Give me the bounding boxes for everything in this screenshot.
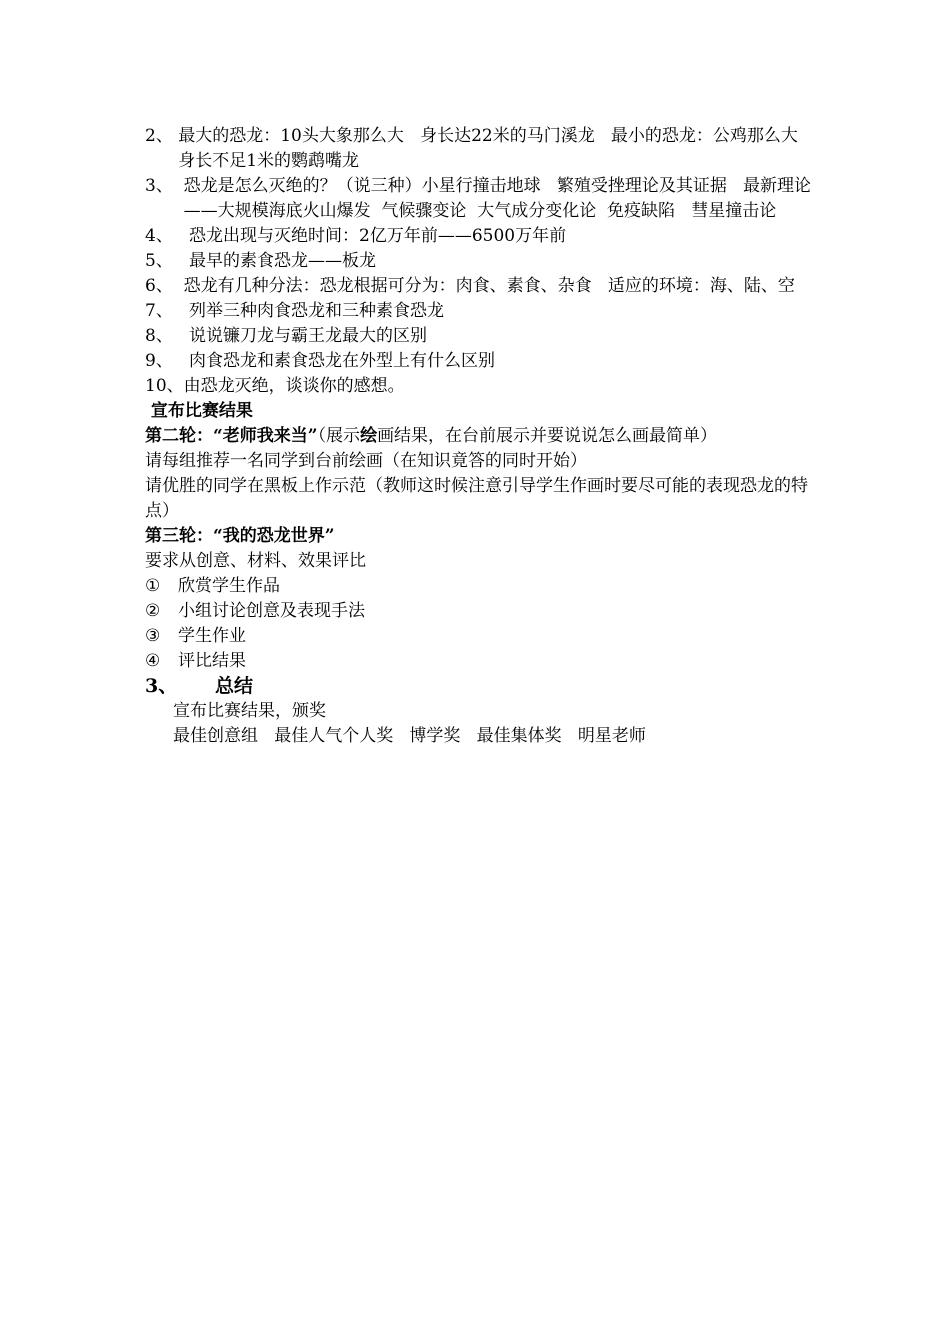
round2-paren-b: 画结果，在台前展示并要说说怎么画最简单） [377, 426, 718, 446]
step-text: 小组讨论创意及表现手法 [178, 601, 365, 621]
list-number: 8、 [145, 326, 190, 346]
round2-line1: 请每组推荐一名同学到台前绘画（在知识竟答的同时开始） [145, 451, 587, 471]
round2-heading-line [145, 424, 813, 449]
list-item [145, 224, 813, 249]
list-item [145, 174, 813, 224]
announce-results-heading: 宣布比赛结果 [145, 401, 253, 421]
list-number: 7、 [145, 301, 190, 321]
summary-number: 3、 [145, 675, 178, 697]
list-number: 9、 [145, 351, 190, 371]
summary-line1: 宣布比赛结果，颁奖 [173, 701, 326, 721]
list-item [145, 349, 813, 374]
round2-paren-a: （展示 [317, 426, 361, 446]
list-number: 5、 [145, 251, 190, 271]
list-number: 4、 [145, 226, 190, 246]
round2-paren-bold: 绘 [360, 426, 378, 446]
round2-heading: 第二轮：“老师我来当” [145, 426, 318, 446]
list-text: 说说镰刀龙与霸王龙最大的区别 [189, 326, 428, 346]
list-number: 10、 [145, 376, 184, 396]
step-text: 评比结果 [178, 651, 246, 671]
list-text: 列举三种肉食恐龙和三种素食恐龙 [189, 301, 445, 321]
list-item [145, 124, 813, 174]
summary-awards: 最佳创意组 最佳人气个人奖 博学奖 最佳集体奖 明星老师 [173, 726, 646, 746]
list-number: 2、 [145, 126, 179, 146]
list-text: 恐龙有几种分法：恐龙根据可分为：肉食、素食、杂食 适应的环境：海、陆、空 [183, 276, 795, 296]
list-number: 3、 [145, 176, 184, 196]
step-text: 学生作业 [178, 626, 246, 646]
list-item [145, 324, 813, 349]
summary-title: 总结 [215, 675, 254, 697]
list-item [145, 274, 813, 299]
summary-heading [145, 674, 813, 699]
step-item [145, 599, 813, 624]
list-text: 最大的恐龙：10头大象那么大 身长达22米的马门溪龙 最小的恐龙：公鸡那么大 身长不足1米的鹦鹉嘴龙 [178, 126, 815, 171]
round3-line1: 要求从创意、材料、效果评比 [145, 551, 366, 571]
list-item [145, 249, 813, 274]
step-text: 欣赏学生作品 [178, 576, 280, 596]
document-body [145, 124, 813, 749]
list-text: 恐龙出现与灭绝时间：2亿万年前——6500万年前 [189, 226, 567, 246]
step-mark: ④ [145, 651, 161, 671]
list-text: 最早的素食恐龙——板龙 [189, 251, 377, 271]
step-mark: ② [145, 601, 161, 621]
step-item [145, 624, 813, 649]
round3-heading: 第三轮：“我的恐龙世界” [145, 526, 335, 546]
list-text: 肉食恐龙和素食恐龙在外型上有什么区别 [189, 351, 496, 371]
step-mark: ③ [145, 626, 161, 646]
step-item [145, 649, 813, 674]
round2-line2: 请优胜的同学在黑板上作示范（教师这时候注意引导学生作画时要尽可能的表现恐龙的特点） [145, 476, 808, 521]
list-item [145, 299, 813, 324]
list-text: 恐龙是怎么灭绝的？（说三种）小星行撞击地球 繁殖受挫理论及其证据 最新理论——大规模海底火山爆发 气候骤变论 大气成分变化论 免疫缺陷 彗星撞击论 [183, 176, 812, 221]
list-text: 由恐龙灭绝，谈谈你的感想。 [183, 376, 405, 396]
step-item [145, 574, 813, 599]
list-item [145, 374, 813, 399]
step-mark: ① [145, 576, 161, 596]
list-number: 6、 [145, 276, 184, 296]
